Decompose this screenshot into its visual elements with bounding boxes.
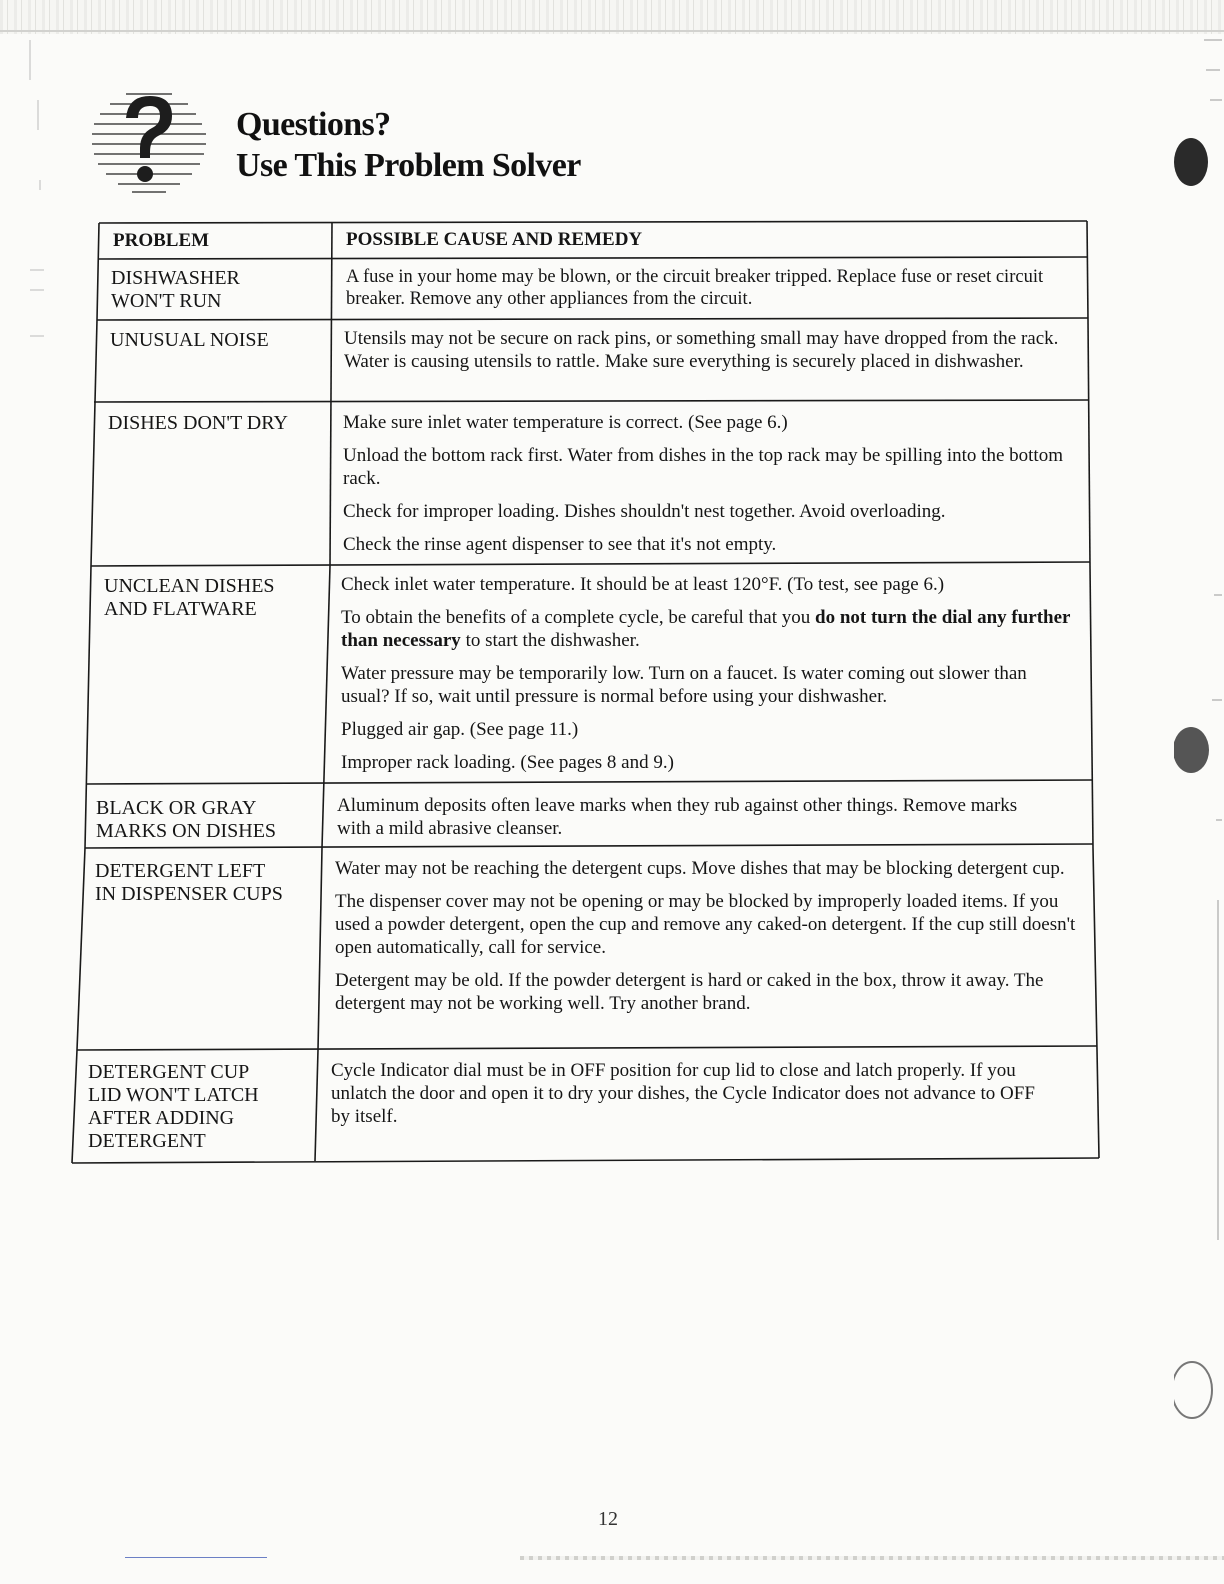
remedy-paragraph: Unload the bottom rack first. Water from dishes in the top rack may be spilling into the bottom rack. xyxy=(343,445,1063,489)
problem-line: DETERGENT LEFT xyxy=(95,860,266,882)
remedy-paragraph: Water pressure may be temporarily low. Turn on a faucet. Is water coming out slower than usual? If so, wait until pressure is normal before using your dishwasher. xyxy=(341,663,1027,707)
problem-line: BLACK OR GRAY xyxy=(96,797,257,819)
remedy-text: To obtain the benefits of a complete cycle, be careful that you xyxy=(341,607,816,628)
scan-edge-marks xyxy=(1174,0,1224,1584)
remedy-text: to start the dishwasher. xyxy=(460,630,640,651)
remedy-paragraph: The dispenser cover may not be opening or may be blocked by improperly loaded items. If you used a powder detergent, open the cup and remove any caked-on detergent. If the cup still doesn't open automatically, call for service. xyxy=(335,891,1076,958)
column-header-problem: PROBLEM xyxy=(113,230,210,251)
problem-line: AND FLATWARE xyxy=(104,598,257,620)
problem-line: IN DISPENSER CUPS xyxy=(95,883,283,905)
problem-dishes-dont-dry xyxy=(108,412,288,435)
remedy-paragraph: Check inlet water temperature. It should be at least 120°F. (To test, see page 6.) xyxy=(341,574,945,595)
problem-line: DISHWASHER xyxy=(111,267,240,289)
problem-line: DETERGENT CUP xyxy=(88,1061,250,1083)
remedy-paragraph: Detergent may be old. If the powder detergent is hard or caked in the box, throw it away. The detergent may not be working well. Try another brand. xyxy=(335,970,1044,1014)
remedy-dishes-dont-dry xyxy=(343,411,1073,556)
remedy-paragraph: Check for improper loading. Dishes shouldn't nest together. Avoid overloading. xyxy=(343,501,946,522)
remedy-black-gray-marks xyxy=(337,794,1052,840)
scan-left-marks xyxy=(0,40,50,360)
remedy-paragraph: Improper rack loading. (See pages 8 and 9.) xyxy=(341,752,674,773)
problem-line: UNUSUAL NOISE xyxy=(110,329,269,351)
remedy-detergent-cup-lid xyxy=(331,1059,1056,1128)
remedy-unclean-dishes xyxy=(341,573,1076,774)
remedy-paragraph: Make sure inlet water temperature is correct. (See page 6.) xyxy=(343,412,788,433)
problem-unclean-dishes xyxy=(104,575,275,621)
remedy-emphasis: do not turn the dial any further than necessary xyxy=(341,607,1071,651)
page-number: 12 xyxy=(598,1508,618,1530)
problem-line: UNCLEAN DISHES xyxy=(104,575,275,597)
remedy-paragraph-dial-warning xyxy=(341,606,1076,652)
title-line-problem-solver: Use This Problem Solver xyxy=(236,147,581,184)
remedy-detergent-left xyxy=(335,857,1080,1015)
problem-black-gray-marks xyxy=(96,797,276,843)
title-line-questions: Questions? xyxy=(236,106,391,143)
remedy-paragraph: Utensils may not be secure on rack pins, or something small may have dropped from the rack. Water is causing utensils to rattle. Make sure everything is securely placed in dishwasher. xyxy=(344,328,1059,372)
problem-dishwasher-wont-run xyxy=(111,267,240,313)
problem-line: LID WON'T LATCH xyxy=(88,1084,259,1106)
problem-detergent-left xyxy=(95,860,283,906)
remedy-paragraph: Plugged air gap. (See page 11.) xyxy=(341,719,579,740)
problem-unusual-noise xyxy=(110,329,269,352)
problem-detergent-cup-lid xyxy=(88,1061,259,1153)
problem-line: WON'T RUN xyxy=(111,290,222,312)
remedy-paragraph: Cycle Indicator dial must be in OFF position for cup lid to close and latch properly. If you unlatch the door and open it to dry your dishes, the Cycle Indicator does not advance to OFF by itself. xyxy=(331,1060,1035,1127)
column-header-remedy: POSSIBLE CAUSE AND REMEDY xyxy=(346,229,643,250)
footer-rule xyxy=(125,1557,267,1558)
remedy-paragraph: A fuse in your home may be blown, or the circuit breaker tripped. Replace fuse or reset circuit breaker. Remove any other appliances from the circuit. xyxy=(346,267,1044,309)
remedy-paragraph: Water may not be reaching the detergent cups. Move dishes that may be blocking detergent cup. xyxy=(335,858,1065,879)
remedy-dishwasher-wont-run xyxy=(346,266,1066,310)
problem-line: AFTER ADDING xyxy=(88,1107,235,1129)
remedy-paragraph: Aluminum deposits often leave marks when they rub against other things. Remove marks with a mild abrasive cleanser. xyxy=(337,795,1018,839)
remedy-paragraph: Check the rinse agent dispenser to see that it's not empty. xyxy=(343,534,777,555)
problem-line: MARKS ON DISHES xyxy=(96,820,277,842)
problem-line: DETERGENT xyxy=(88,1130,206,1152)
problem-line: DISHES DON'T DRY xyxy=(108,412,288,434)
remedy-unusual-noise xyxy=(344,328,1068,373)
